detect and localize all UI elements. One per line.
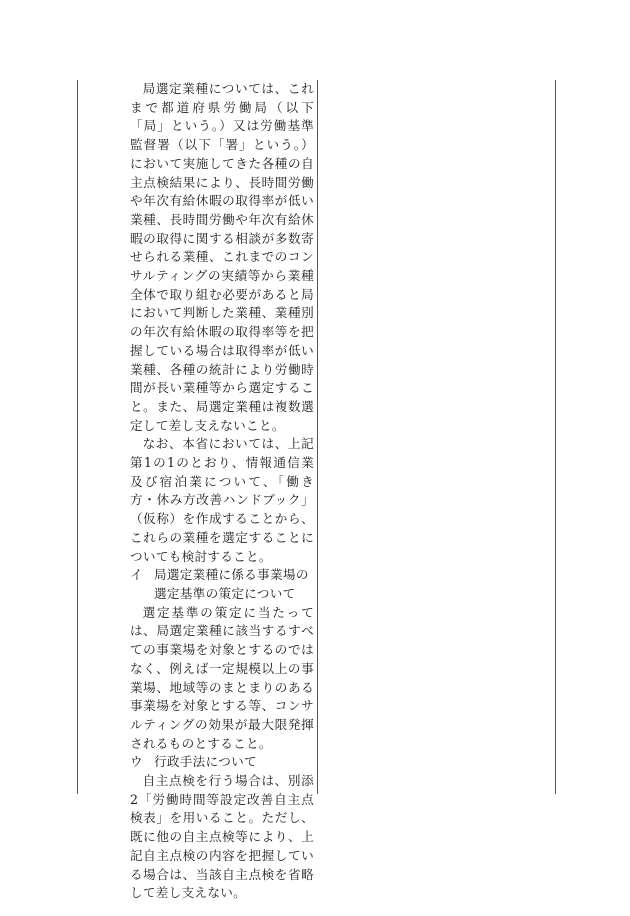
item-marker-i: イ: [130, 567, 143, 583]
paragraph-selected-industries: 局選定業種については、これまで都道府県労働局（以下「局」という。）又は労働基準監督署（以下「署」という。）において実施してきた各種の自主点検結果により、長時間労働や年次有給休暇の取得率が低い業種、長時間労働や年次有給休暇の取得に関する相談が多数寄せられる業種、これまでのコンサルティングの実績等から業種全体で取り組む必要があると局において判断した業種、業種別の年次有給休暇の取得率等を把握している場合は取得率が低い業種、各種の統計により労働時間が長い業種等から選定すること。また、局選定業種は複数選定して差し支えないこと。: [130, 81, 314, 433]
item-title-i: 局選定業種に係る事業場の選定基準の策定について: [154, 567, 309, 601]
document-column: [118, 80, 314, 903]
paragraph-administrative-method: 自主点検を行う場合は、別添2「労働時間等設定改善自主点検表」を用いること。ただし、既に他の自主点検等により、上記自主点検の内容を把握している場合は、当該自主点検を省略して差し支えない。: [130, 773, 314, 901]
paragraph-ministry-note: なお、本省においては、上記第1の1のとおり、情報通信業及び宿泊業について、「働き方・休み方改善ハンドブック」（仮称）を作成することから、これらの業種を選定することについても検討すること。: [130, 436, 314, 564]
table-border-left: [77, 80, 78, 794]
item-heading-u: [118, 753, 314, 772]
item-title-u: 行政手法について: [154, 754, 257, 770]
table-border-right: [555, 80, 556, 794]
table-border-middle: [317, 80, 318, 794]
item-marker-u: ウ: [130, 754, 143, 770]
paragraph-selection-criteria: 選定基準の策定に当たっては、局選定業種に該当するすべての事業場を対象とするのではなく、例えば一定規模以上の事業場、地域等のまとまりのある事業場を対象とする等、コンサルティングの効果が最大限発揮されるものとすること。: [130, 604, 314, 751]
item-heading-i: [118, 566, 314, 603]
